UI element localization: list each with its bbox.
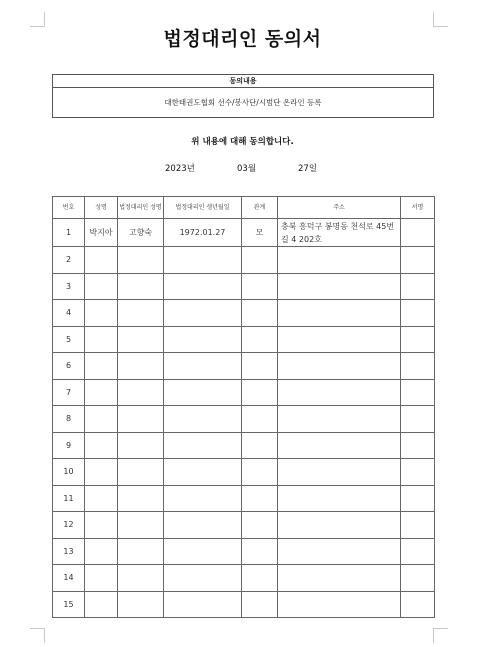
table-row — [53, 512, 435, 539]
table-row — [53, 353, 435, 380]
cell-guardian-name — [118, 512, 164, 539]
cell-address — [278, 273, 401, 300]
cell-no: 10 — [53, 459, 85, 486]
cell-no: 11 — [53, 485, 85, 512]
cell-signature — [401, 459, 435, 486]
table-row — [53, 591, 435, 618]
cell-signature — [401, 591, 435, 618]
cell-name — [85, 538, 118, 565]
cell-name — [85, 512, 118, 539]
cell-address — [278, 591, 401, 618]
cell-address — [278, 379, 401, 406]
cell-relation — [242, 326, 278, 353]
cell-no: 13 — [53, 538, 85, 565]
cell-name — [85, 379, 118, 406]
table-row — [53, 406, 435, 433]
date-day: 27일 — [298, 164, 318, 174]
cell-no: 9 — [53, 432, 85, 459]
cell-relation — [242, 300, 278, 327]
cell-signature — [401, 432, 435, 459]
cell-signature — [401, 353, 435, 380]
header-no: 번호 — [53, 197, 85, 219]
date-year: 2023년 — [165, 164, 195, 174]
cell-relation — [242, 379, 278, 406]
cell-relation: 모 — [242, 219, 278, 247]
cell-guardian-birth — [164, 459, 242, 486]
cell-signature — [401, 485, 435, 512]
cell-guardian-name — [118, 459, 164, 486]
table-row — [53, 459, 435, 486]
cell-guardian-birth — [164, 247, 242, 274]
cell-address — [278, 459, 401, 486]
crop-mark-bottom-right — [433, 628, 448, 643]
cell-address — [278, 565, 401, 592]
header-name: 성명 — [85, 197, 118, 219]
cell-no: 5 — [53, 326, 85, 353]
date-month: 03월 — [237, 164, 257, 174]
cell-name — [85, 432, 118, 459]
cell-guardian-birth — [164, 565, 242, 592]
header-address: 주소 — [278, 197, 401, 219]
cell-address — [278, 538, 401, 565]
cell-name — [85, 300, 118, 327]
cell-address — [278, 432, 401, 459]
agree-statement: 위 내용에 대해 동의합니다. — [191, 137, 294, 147]
cell-name — [85, 353, 118, 380]
cell-no: 7 — [53, 379, 85, 406]
table-row — [53, 485, 435, 512]
cell-name: 박지아 — [85, 219, 118, 247]
cell-guardian-birth — [164, 273, 242, 300]
cell-name — [85, 406, 118, 433]
cell-relation — [242, 459, 278, 486]
cell-signature — [401, 326, 435, 353]
cell-name — [85, 247, 118, 274]
cell-relation — [242, 591, 278, 618]
cell-signature — [401, 219, 435, 247]
cell-guardian-name — [118, 565, 164, 592]
cell-guardian-birth: 1972.01.27 — [164, 219, 242, 247]
cell-address — [278, 247, 401, 274]
crop-mark-bottom-left — [30, 628, 45, 643]
table-row — [53, 565, 435, 592]
cell-guardian-name — [118, 273, 164, 300]
header-signature: 서명 — [401, 197, 435, 219]
cell-name — [85, 326, 118, 353]
cell-signature — [401, 300, 435, 327]
cell-guardian-name — [118, 247, 164, 274]
cell-relation — [242, 565, 278, 592]
cell-relation — [242, 247, 278, 274]
table-row — [53, 273, 435, 300]
cell-name — [85, 565, 118, 592]
table-row — [53, 538, 435, 565]
cell-no: 4 — [53, 300, 85, 327]
cell-signature — [401, 512, 435, 539]
consent-content-header: 동의내용 — [53, 75, 433, 88]
cell-name — [85, 273, 118, 300]
cell-guardian-birth — [164, 538, 242, 565]
header-relation: 관계 — [242, 197, 278, 219]
table-row — [53, 300, 435, 327]
cell-relation — [242, 353, 278, 380]
cell-guardian-name — [118, 406, 164, 433]
cell-guardian-birth — [164, 379, 242, 406]
document-title: 법정대리인 동의서 — [163, 28, 322, 50]
cell-guardian-name — [118, 300, 164, 327]
cell-guardian-birth — [164, 512, 242, 539]
cell-signature — [401, 565, 435, 592]
cell-name — [85, 485, 118, 512]
cell-guardian-birth — [164, 406, 242, 433]
cell-address — [278, 512, 401, 539]
cell-name — [85, 459, 118, 486]
cell-relation — [242, 432, 278, 459]
cell-signature — [401, 406, 435, 433]
cell-signature — [401, 538, 435, 565]
cell-relation — [242, 512, 278, 539]
cell-no: 1 — [53, 219, 85, 247]
cell-relation — [242, 273, 278, 300]
cell-no: 12 — [53, 512, 85, 539]
cell-signature — [401, 379, 435, 406]
cell-guardian-birth — [164, 591, 242, 618]
cell-signature — [401, 273, 435, 300]
table-header-row — [53, 197, 435, 219]
cell-no: 14 — [53, 565, 85, 592]
table-row — [53, 247, 435, 274]
cell-no: 15 — [53, 591, 85, 618]
table-row — [53, 432, 435, 459]
cell-guardian-name — [118, 591, 164, 618]
table-row — [53, 219, 435, 247]
cell-address — [278, 300, 401, 327]
cell-no: 8 — [53, 406, 85, 433]
cell-guardian-name — [118, 432, 164, 459]
cell-guardian-birth — [164, 326, 242, 353]
cell-no: 3 — [53, 273, 85, 300]
cell-name — [85, 591, 118, 618]
cell-guardian-birth — [164, 300, 242, 327]
consent-content-body: 대한태권도협회 선수/봉사단/시범단 온라인 등록 — [164, 98, 322, 107]
cell-no: 6 — [53, 353, 85, 380]
cell-guardian-name — [118, 485, 164, 512]
cell-no: 2 — [53, 247, 85, 274]
cell-guardian-birth — [164, 432, 242, 459]
cell-guardian-name: 고향숙 — [118, 219, 164, 247]
cell-address — [278, 353, 401, 380]
cell-address: 충북 흥덕구 봉명동 천석로 45번길 4 202호 — [278, 219, 401, 247]
cell-relation — [242, 538, 278, 565]
cell-guardian-birth — [164, 485, 242, 512]
cell-guardian-name — [118, 538, 164, 565]
table-row — [53, 326, 435, 353]
cell-address — [278, 406, 401, 433]
header-guardian-name: 법정대리인 성명 — [118, 197, 164, 219]
cell-address — [278, 485, 401, 512]
consent-content-box — [52, 74, 434, 118]
cell-relation — [242, 406, 278, 433]
header-guardian-birth: 법정대리인 생년월일 — [164, 197, 242, 219]
table-row — [53, 379, 435, 406]
cell-relation — [242, 485, 278, 512]
cell-guardian-name — [118, 379, 164, 406]
cell-signature — [401, 247, 435, 274]
cell-guardian-name — [118, 353, 164, 380]
cell-address — [278, 326, 401, 353]
cell-guardian-name — [118, 326, 164, 353]
cell-guardian-birth — [164, 353, 242, 380]
guardian-consent-table — [52, 196, 435, 618]
